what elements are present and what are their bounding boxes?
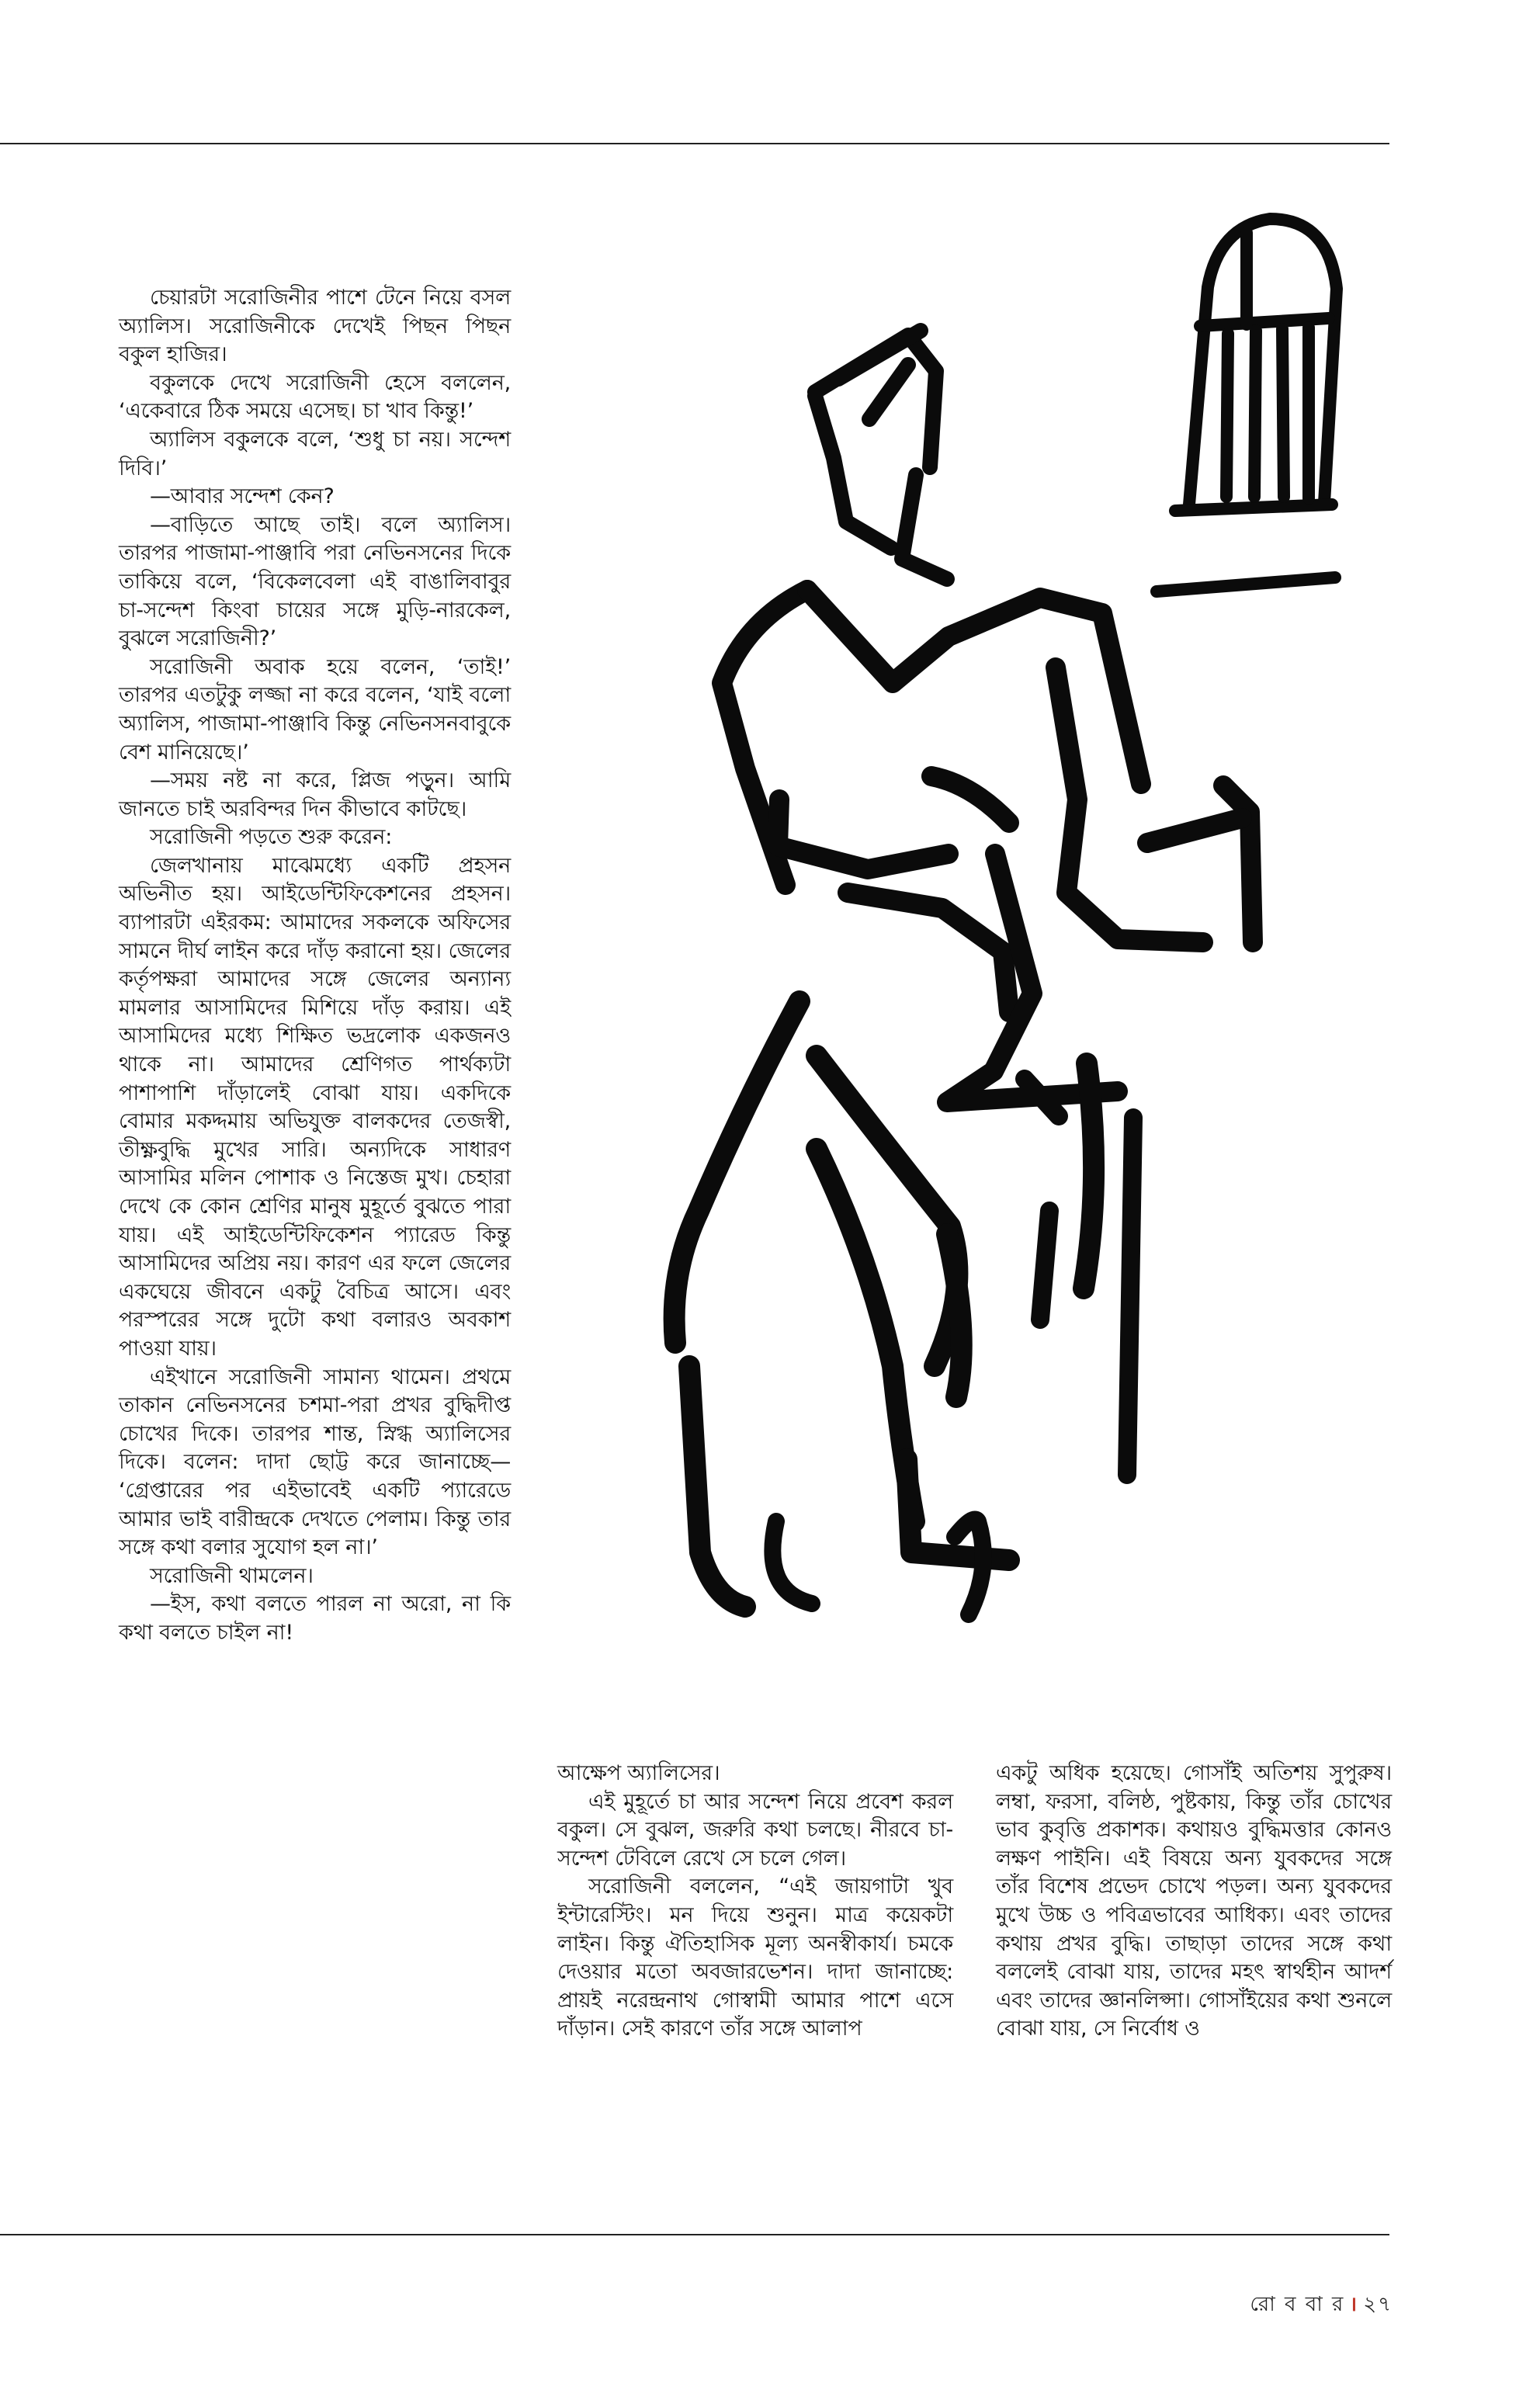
figure-head: [815, 331, 947, 579]
paragraph: সরোজিনী অবাক হয়ে বলেন, ‘তাই!’ তারপর এতটুকু লজ্জা না করে বলেন, ‘যাই বলো অ্যালিস, পাজামা-পাঞ্জাবি কিন্তু নেভিনসনবাবুকে বেশ মানিয়েছে।’: [119, 654, 511, 765]
paragraph: —আবার সন্দেশ কেন?: [150, 484, 335, 509]
paragraph: —ইস, কথা বলতে পারল না অরো, না কি কথা বলতে চাইল না!: [119, 1592, 511, 1645]
text-column-middle: [557, 1760, 953, 2044]
page-folio: [1250, 2288, 1393, 2322]
paragraph: —বাড়িতে আছে তাই। বলে অ্যালিস। তারপর পাজামা-পাঞ্জাবি পরা নেভিনসনের দিকে তাকিয়ে বলে, ‘বিকেলবেলা এই বাঙালিবাবুর চা-সন্দেশ কিংবা চায়ের সঙ্গে মুড়ি-নারকেল, বুঝলে সরোজিনী?’: [119, 512, 511, 651]
top-rule: [0, 143, 1389, 144]
bottom-rule: [0, 2234, 1389, 2235]
paragraph: এইখানে সরোজিনী সামান্য থামেন। প্রথমে তাকান নেভিনসনের চশমা-পরা প্রখর বুদ্ধিদীপ্ত চোখের দিকে। তারপর শান্ত, স্নিগ্ধ অ্যালিসের দিকে। বলেন: দাদা ছোট্ট করে জানাচ্ছে— ‘গ্রেপ্তারের পর এইভাবেই একটি প্যারেডে আমার ভাই বারীন্দ্রকে দেখতে পেলাম। কিন্তু তার সঙ্গে কথা বলার সুযোগ হল না।’: [119, 1365, 511, 1560]
text-column-left: [119, 284, 511, 1648]
figure-feet: [772, 1520, 983, 1615]
folio-separator: ।: [1349, 2293, 1359, 2316]
paragraph: —সময় নষ্ট না করে, প্লিজ পড়ুন। আমি জানতে চাই অরবিন্দর দিন কীভাবে কাটছে।: [119, 768, 511, 821]
paragraph: আক্ষেপ অ্যালিসের।: [557, 1761, 720, 1785]
magazine-name: রো ব বা র: [1250, 2293, 1345, 2316]
paragraph: সরোজিনী থামলেন।: [150, 1563, 314, 1588]
paragraph: বকুলকে দেখে সরোজিনী হেসে বললেন, ‘একেবারে ঠিক সময়ে এসেছ। চা খাব কিন্তু!’: [119, 370, 511, 424]
text-column-right: [996, 1760, 1392, 2044]
paragraph: একটু অধিক হয়েছে। গোসাঁই অতিশয় সুপুরুষ। লম্বা, ফরসা, বলিষ্ঠ, পুষ্টকায়, কিন্তু তাঁর চোখের ভাব কুবৃত্তি প্রকাশক। কথায়ও বুদ্ধিমত্তার কোনও লক্ষণ পাইনি। এই বিষয়ে অন্য যুবকদের সঙ্গে তাঁর বিশেষ প্রভেদ চোখে পড়ল। অন্য যুবকদের মুখে উচ্চ ও পবিত্রভাবের আধিক্য। এবং তাদের কথায় প্রখর বুদ্ধি। তাছাড়া তাদের সঙ্গে কথা বললেই বোঝা যায়, তাদের মহৎ স্বার্থহীন আদর্শ এবং তাদের জ্ঞানলিপ্সা। গোসাঁইয়ের কথা শুনলে বোঝা যায়, সে নির্বোধ ও: [996, 1761, 1392, 2041]
paragraph: এই মুহূর্তে চা আর সন্দেশ নিয়ে প্রবেশ করল বকুল। সে বুঝল, জরুরি কথা চলছে। নীরবে চা-সন্দেশ টেবিলে রেখে সে চলে গেল।: [557, 1789, 953, 1871]
page-number: ২৭: [1363, 2293, 1393, 2316]
paragraph: অ্যালিস বকুলকে বলে, ‘শুধু চা নয়। সন্দেশ দিবি।’: [119, 427, 511, 480]
paragraph: সরোজিনী বললেন, “এই জায়গাটা খুব ইন্টারেস্টিং। মন দিয়ে শুনুন। মাত্র কয়েকটা লাইন। কিন্তু ঐতিহাসিক মূল্য অনস্বীকার্য। চমকে দেওয়ার মতো অবজারভেশন। দাদা জানাচ্ছে: প্রায়ই নরেন্দ্রনাথ গোস্বামী আমার পাশে এসে দাঁড়ান। সেই কারণে তাঁর সঙ্গে আলাপ: [557, 1875, 953, 2041]
window-drawing: [1157, 219, 1337, 591]
paragraph: সরোজিনী পড়তে শুরু করেন:: [150, 825, 393, 850]
paragraph: চেয়ারটা সরোজিনীর পাশে টেনে নিয়ে বসল অ্যালিস। সরোজিনীকে দেখেই পিছন পিছন বকুল হাজির।: [119, 286, 511, 367]
figure-torso: [722, 590, 1253, 1102]
paragraph: জেলখানায় মাঝেমধ্যে একটি প্রহসন অভিনীত হয়। আইডেন্টিফিকেশনের প্রহসন। ব্যাপারটা এইরকম: আমাদের সকলকে অফিসের সামনে দীর্ঘ লাইন করে দাঁড় করানো হয়। জেলের কর্তৃপক্ষরা আমাদের সঙ্গে জেলের অন্যান্য মামলার আসামিদের মিশিয়ে দাঁড় করায়। এই আসামিদের মধ্যে শিক্ষিত ভদ্রলোক একজনও থাকে না। আমাদের শ্রেণিগত পার্থক্যটা পাশাপাশি দাঁড়ালেই বোঝা যায়। একদিকে বোমার মকদ্দমায় অভিযুক্ত বালকদের তেজস্বী, তীক্ষ্ণবুদ্ধি মুখের সারি। অন্যদিকে সাধারণ আসামির মলিন পোশাক ও নিস্তেজ মুখ। চেহারা দেখে কে কোন শ্রেণির মানুষ মুহূর্তে বুঝতে পারা যায়। এই আইডেন্টিফিকেশন প্যারেড কিন্তু আসামিদের অপ্রিয় নয়। কারণ এর ফলে জেলের একঘেয়ে জীবনে একটু বৈচিত্র আসে। এবং পরস্পরের সঙ্গে দুটো কথা বলারও অবকাশ পাওয়া যায়।: [119, 853, 511, 1361]
brush-illustration-seated-figure: [590, 210, 1413, 1684]
